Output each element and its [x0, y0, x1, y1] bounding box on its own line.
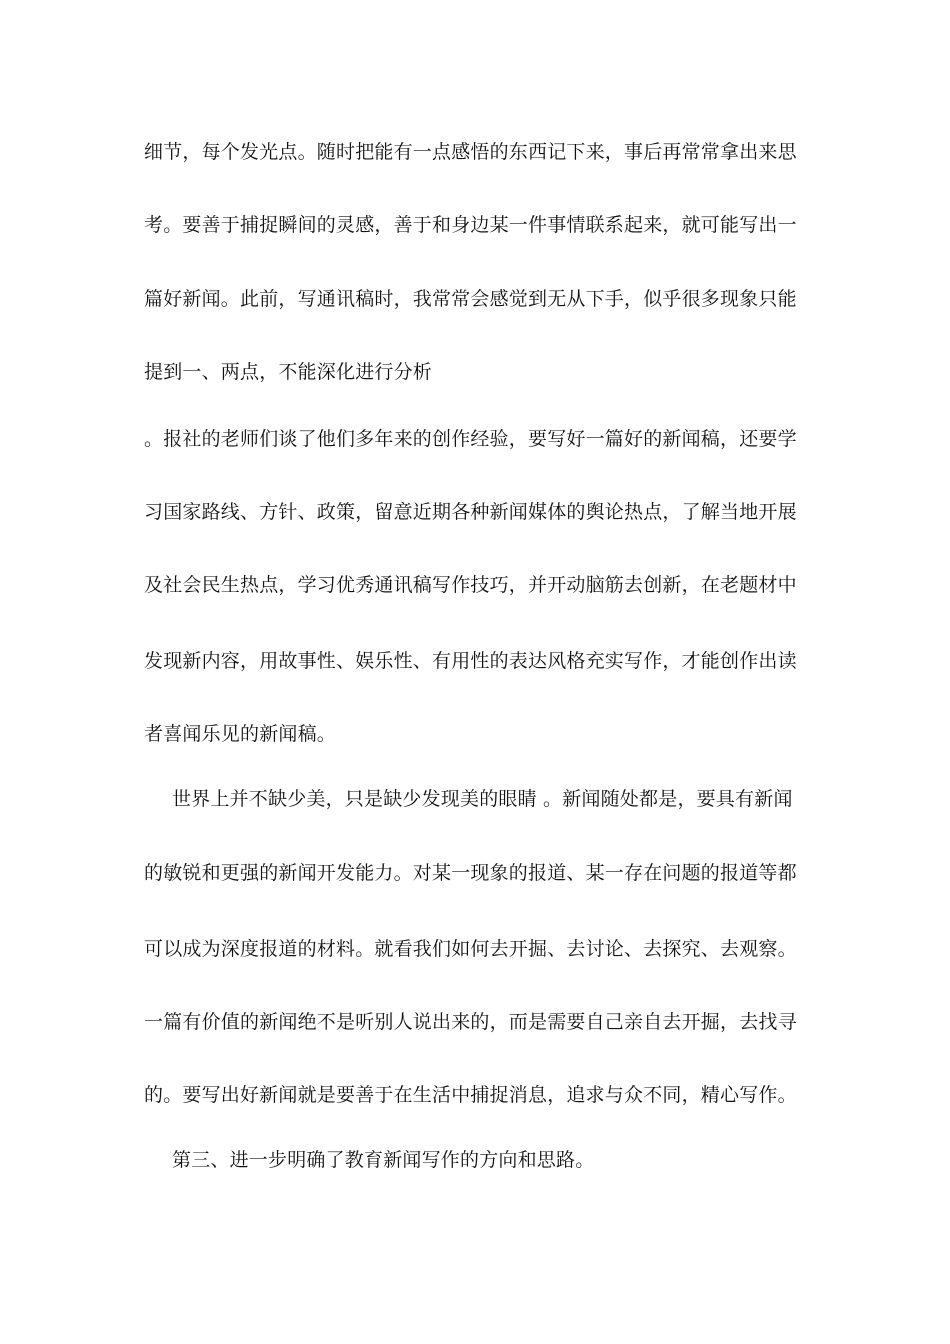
text-line-12: 可以成为深度报道的材料。就看我们如何去开掘、去讨论、去探究、去观察。 [144, 938, 797, 960]
text-line-6: 习国家路线、方针、政策，留意近期各种新闻媒体的舆论热点，了解当地开展 [144, 501, 797, 523]
text-line-3: 篇好新闻。此前，写通讯稿时，我常常会感觉到无从下手，似乎很多现象只能 [144, 288, 797, 310]
text-line-10: 世界上并不缺少美，只是缺少发现美的眼睛 。新闻随处都是，要具有新闻 [172, 788, 793, 810]
text-line-5: 。报社的老师们谈了他们多年来的创作经验，要写好一篇好的新闻稿，还要学 [144, 428, 797, 450]
text-line-11: 的敏锐和更强的新闻开发能力。对某一现象的报道、某一存在问题的报道等都 [144, 862, 797, 884]
text-line-2: 考。要善于捕捉瞬间的灵感，善于和身边某一件事情联系起来，就可能写出一 [144, 214, 797, 236]
text-line-14: 的。要写出好新闻就是要善于在生活中捕捉消息，追求与众不同，精心写作。 [144, 1084, 797, 1106]
text-line-9: 者喜闻乐见的新闻稿。 [144, 723, 337, 745]
text-line-7: 及社会民生热点，学习优秀通讯稿写作技巧，并开动脑筋去创新，在老题材中 [144, 574, 797, 596]
text-line-4: 提到一、两点，不能深化进行分析 [144, 361, 433, 383]
text-line-13: 一篇有价值的新闻绝不是听别人说出来的，而是需要自己亲自去开掘，去找寻 [144, 1011, 797, 1033]
text-line-1: 细节，每个发光点。随时把能有一点感悟的东西记下来，事后再常常拿出来思 [144, 141, 797, 163]
text-line-8: 发现新内容，用故事性、娱乐性、有用性的表达风格充实写作，才能创作出读 [144, 650, 797, 672]
text-line-15: 第三、进一步明确了教育新闻写作的方向和思路。 [172, 1149, 595, 1171]
